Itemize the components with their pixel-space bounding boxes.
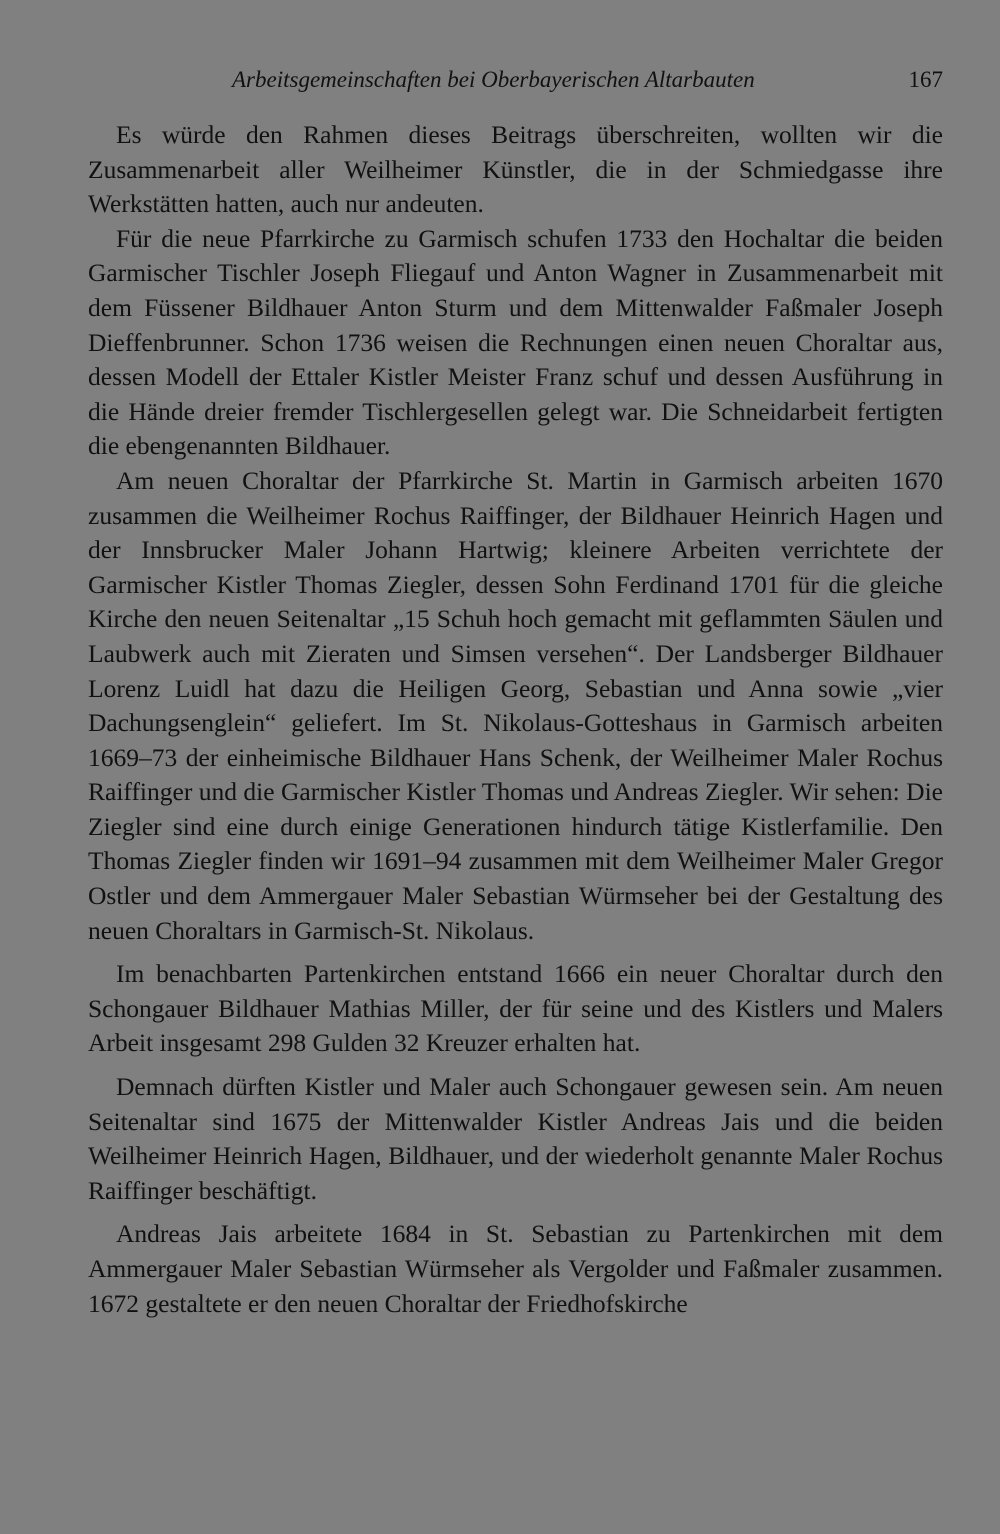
running-title: Arbeitsgemeinschaften bei Oberbayerischen Altarbauten — [232, 67, 755, 92]
paragraph: Für die neue Pfarrkirche zu Garmisch schufen 1733 den Hochaltar die beiden Garmischer Tischler Joseph Fliegauf und Anton Wagner in Zusammenarbeit mit dem Füssener Bildhauer Anton Sturm und dem Mittenwalder Faßmaler Joseph Dieffenbrunner. Schon 1736 weisen die Rechnungen einen neuen Choraltar aus, dessen Modell der Ettaler Kistler Meister Franz schuf und dessen Ausführung in die Hände dreier fremder Tischlergesellen gelegt war. Die Schneidarbeit fertigten die ebengenannten Bildhauer. — [88, 223, 943, 461]
paragraph: Im benachbarten Partenkirchen entstand 1666 ein neuer Choraltar durch den Schongauer Bildhauer Mathias Miller, der für seine und des Kistlers und Malers Arbeit insgesamt 298 Gulden 32 Kreuzer erhalten hat. — [88, 959, 943, 1058]
paragraph: Demnach dürften Kistler und Maler auch Schongauer gewesen sein. Am neuen Seitenaltar sind 1675 der Mittenwalder Kistler Andreas Jais und die beiden Weilheimer Heinrich Hagen, Bildhauer, und der wiederholt genannte Maler Rochus Raiffinger beschäftigt. — [88, 1072, 943, 1205]
paragraph: Andreas Jais arbeitete 1684 in St. Sebastian zu Partenkirchen mit dem Ammergauer Maler Sebastian Würmseher als Vergolder und Faßmaler zusammen. 1672 gestaltete er den neuen Choraltar der Friedhofskirche — [88, 1219, 943, 1318]
page-number: 167 — [908, 67, 943, 92]
paragraph: Am neuen Choraltar der Pfarrkirche St. Martin in Garmisch arbeiten 1670 zusammen die Weilheimer Rochus Raiffinger, der Bildhauer Heinrich Hagen und der Innsbrucker Maler Johann Hartwig; kleinere Arbeiten verrichtete der Garmischer Kistler Thomas Ziegler, dessen Sohn Ferdinand 1701 für die gleiche Kirche den neuen Seitenaltar „15 Schuh hoch gemacht mit geflammten Säulen und Laubwerk auch mit Zieraten und Simsen versehen“. Der Landsberger Bildhauer Lorenz Luidl hat dazu die Heiligen Georg, Sebastian und Anna sowie „vier Dachungsenglein“ geliefert. Im St. Nikolaus-Gotteshaus in Garmisch arbeiten 1669–73 der einheimische Bildhauer Hans Schenk, der Weilheimer Maler Rochus Raiffinger und die Garmischer Kistler Thomas und Andreas Ziegler. Wir sehen: Die Ziegler sind eine durch einige Generationen hindurch tätige Kistlerfamilie. Den Thomas Ziegler finden wir 1691–94 zusammen mit dem Weilheimer Maler Gregor Ostler und dem Ammergauer Maler Sebastian Würmseher bei der Gestaltung des neuen Choraltars in Garmisch-St. Nikolaus. — [88, 465, 943, 945]
paragraph: Es würde den Rahmen dieses Beitrags überschreiten, wollten wir die Zusammenarbeit aller Weilheimer Künstler, die in der Schmiedgasse ihre Werkstätten hatten, auch nur andeuten. — [88, 120, 943, 219]
running-head — [88, 62, 943, 102]
body-text — [88, 118, 943, 1321]
